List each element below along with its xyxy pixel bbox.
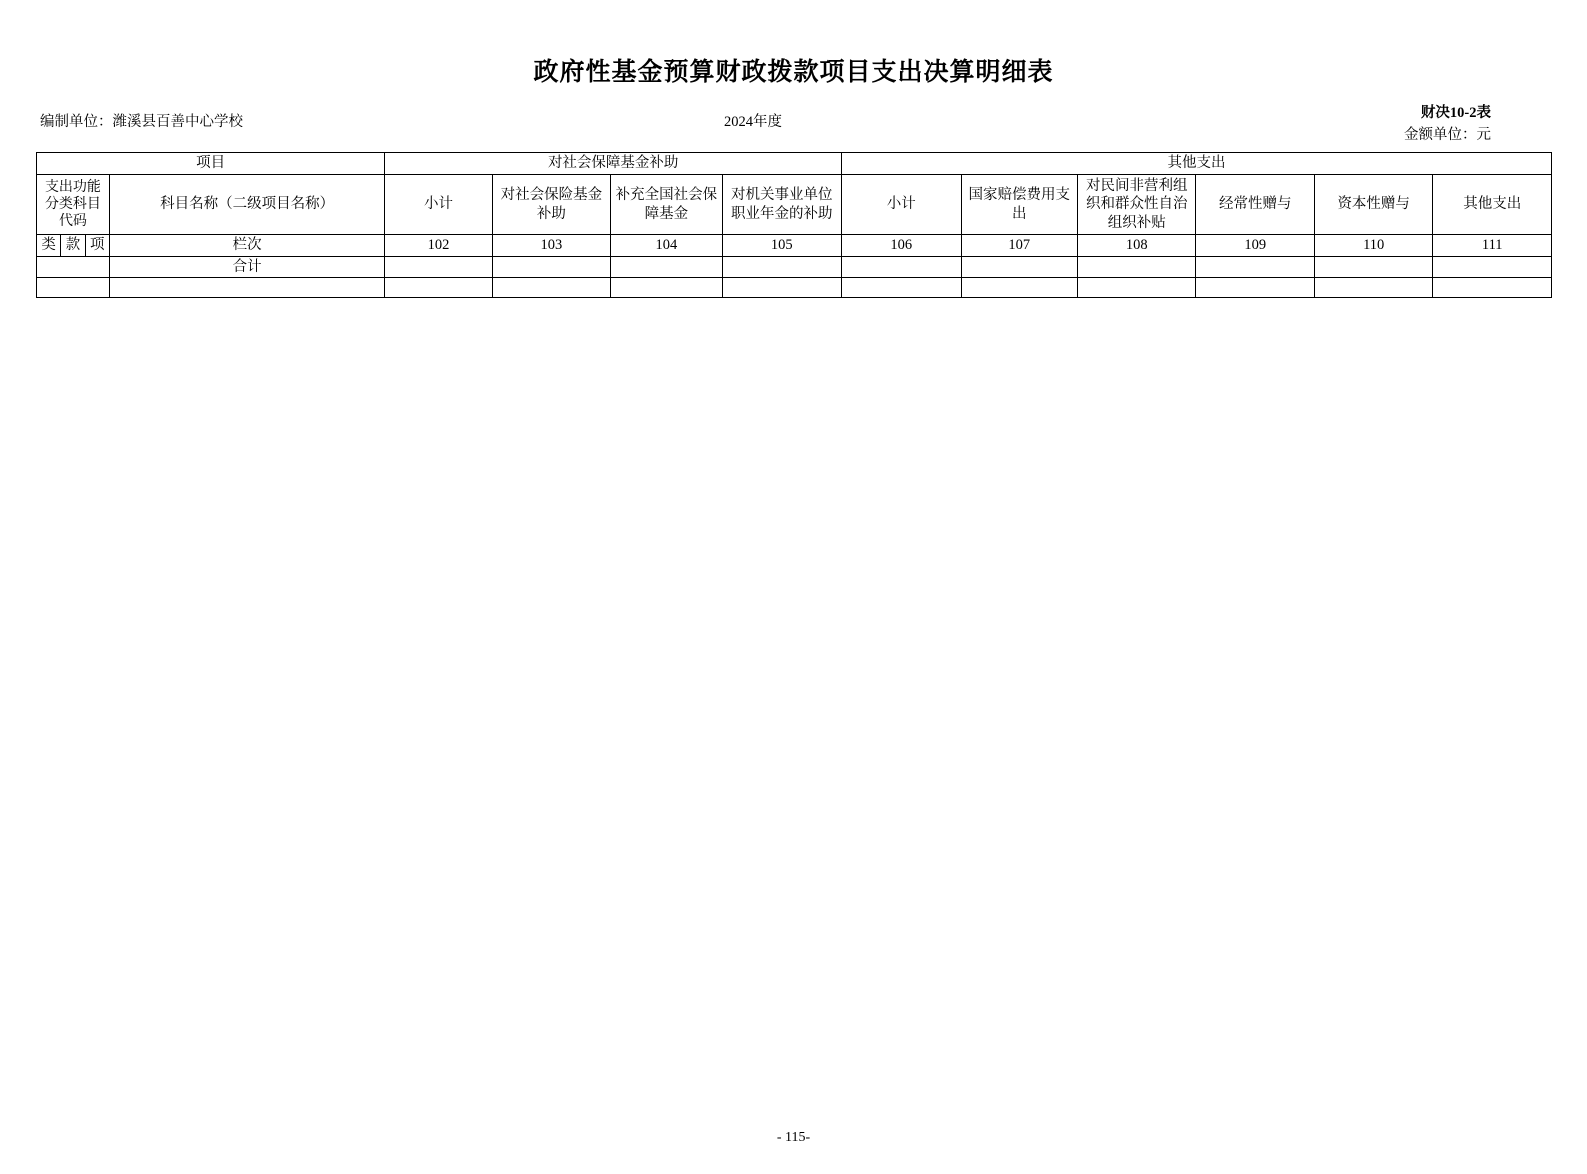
row-1-col-102 — [385, 278, 492, 298]
code-col-109: 109 — [1196, 235, 1314, 257]
row-label-lanci: 栏次 — [109, 235, 384, 257]
fiscal-year: 2024年度 — [724, 114, 782, 130]
row-0-col-106 — [842, 256, 961, 278]
row-1-col-110 — [1314, 278, 1432, 298]
code-col-111: 111 — [1433, 235, 1552, 257]
header-col-102: 小计 — [385, 175, 492, 235]
header-col-104: 补充全国社会保障基金 — [611, 175, 722, 235]
row-0-col-103 — [492, 256, 610, 278]
header-col-108: 对民间非营利组织和群众性自治组织补贴 — [1077, 175, 1195, 235]
compiling-unit — [40, 110, 243, 131]
row-0-col-104 — [611, 256, 722, 278]
code-col-103: 103 — [492, 235, 610, 257]
header-col-110: 资本性赠与 — [1314, 175, 1432, 235]
compiling-unit-label: 编制单位： — [40, 114, 113, 130]
group-header-project: 项目 — [37, 153, 385, 175]
row-0-col-107 — [961, 256, 1077, 278]
header-col-107: 国家赔偿费用支出 — [961, 175, 1077, 235]
document-meta — [0, 105, 1587, 152]
row-1-col-105 — [722, 278, 841, 298]
table-row — [37, 256, 1552, 278]
row-1-col-106 — [842, 278, 961, 298]
code-col-105: 105 — [722, 235, 841, 257]
row-1-col-111 — [1433, 278, 1552, 298]
row-0-col-110 — [1314, 256, 1432, 278]
row-0-col-111 — [1433, 256, 1552, 278]
expenditure-table — [36, 152, 1552, 298]
form-code: 财决10-2表 — [1420, 105, 1491, 121]
row-0-code — [37, 256, 110, 278]
document-page — [0, 52, 1587, 1174]
table-code-row — [37, 235, 1552, 257]
row-1-col-109 — [1196, 278, 1314, 298]
row-1-col-108 — [1077, 278, 1195, 298]
code-col-110: 110 — [1314, 235, 1432, 257]
row-1-col-107 — [961, 278, 1077, 298]
header-col-105: 对机关事业单位职业年金的补助 — [722, 175, 841, 235]
header-col-103: 对社会保险基金补助 — [492, 175, 610, 235]
row-0-col-109 — [1196, 256, 1314, 278]
code-col-102: 102 — [385, 235, 492, 257]
code-col-104: 104 — [611, 235, 722, 257]
header-subject-name: 科目名称（二级项目名称） — [109, 175, 384, 235]
row-1-code — [37, 278, 110, 298]
code-col-107: 107 — [961, 235, 1077, 257]
table-column-header-row — [37, 175, 1552, 235]
row-1-col-103 — [492, 278, 610, 298]
row-1-col-104 — [611, 278, 722, 298]
header-col-111: 其他支出 — [1433, 175, 1552, 235]
page-number: - 115- — [776, 1130, 811, 1145]
row-0-col-105 — [722, 256, 841, 278]
code-col-108: 108 — [1077, 235, 1195, 257]
header-xiang: 项 — [85, 235, 109, 257]
code-col-106: 106 — [842, 235, 961, 257]
header-lei: 类 — [37, 235, 61, 257]
compiling-unit-value: 潍溪县百善中心学校 — [112, 114, 243, 130]
group-header-other: 其他支出 — [842, 153, 1552, 175]
table-row — [37, 278, 1552, 298]
row-1-label — [109, 278, 384, 298]
row-0-col-108 — [1077, 256, 1195, 278]
header-col-106: 小计 — [842, 175, 961, 235]
header-function-code: 支出功能分类科目代码 — [37, 175, 110, 235]
row-0-col-102 — [385, 256, 492, 278]
row-0-label: 合计 — [109, 256, 384, 278]
header-kuan: 款 — [61, 235, 85, 257]
table-group-header-row — [37, 153, 1552, 175]
page-title: 政府性基金预算财政拨款项目支出决算明细表 — [533, 58, 1054, 86]
group-header-social-security: 对社会保障基金补助 — [385, 153, 842, 175]
header-col-109: 经常性赠与 — [1196, 175, 1314, 235]
amount-unit: 金额单位：元 — [1404, 127, 1491, 144]
form-meta — [1404, 102, 1491, 147]
